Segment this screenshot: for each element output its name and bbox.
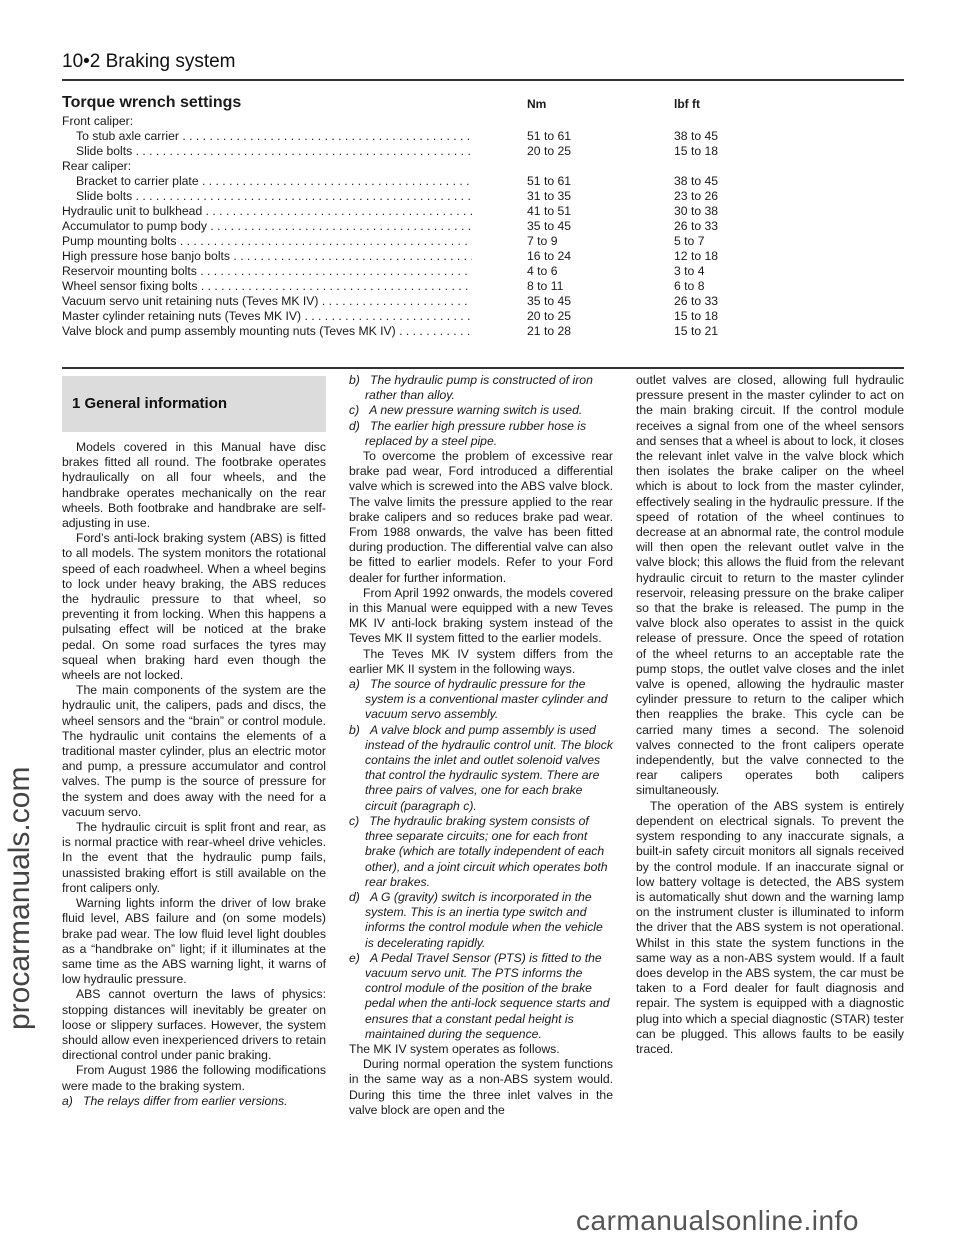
paragraph: From April 1992 onwards, the models covered in this Manual were equipped with a new Teves MK IV anti-lock braking system instead of the Teves MK II system fitted to the earlier models.: [349, 585, 613, 646]
table-row: Pump mounting bolts . . . 7 to 9 5 to 7: [62, 234, 904, 249]
table-row: Valve block and pump assembly mounting nuts (Teves MK IV) . . . 21 to 28 15 to 21: [62, 324, 904, 339]
paragraph: The operation of the ABS system is entirely dependent on electrical signals. To prevent the system responding to any inaccurate signals, a built-in safety circuit monitors all signals received by the control module. If an inaccurate signal or low battery voltage is detected, the ABS system is automatically shut down and the warning lamp on the instrument cluster is illuminated to inform the driver that the ABS system is not operational. Whilst in this state the system functions in the same way as a non-ABS system would. If a fault does develop in the ABS system, the car must be taken to a Ford dealer for fault diagnosis and repair. The system is equipped with a diagnostic plug into which a special diagnostic (STAR) tester can be plugged. This allows faults to be easily traced.: [636, 798, 904, 1056]
list-item: b) A valve block and pump assembly is used instead of the hydraulic control unit. The block contains the inlet and outlet solenoid valves that control the hydraulic system. There are three pairs of valves, one for each brake circuit (paragraph c).: [349, 722, 613, 813]
table-row: Accumulator to pump body . . . 35 to 45 26 to 33: [62, 219, 904, 234]
paragraph: The main components of the system are the hydraulic unit, the calipers, pads and discs, the wheel sensors and the “brain” or control module. The hydraulic unit contains the elements of a traditional master cylinder, plus an electric motor and pump, a pressure accumulator and control valves. The pump is the source of pressure for the system and does away with the need for a vacuum servo.: [62, 683, 326, 819]
list-item: d) A G (gravity) switch is incorporated in the system. This is an inertia type switch and informs the control module when the vehicle is decelerating rapidly.: [349, 889, 603, 950]
side-watermark: procarmanuals.com: [3, 766, 36, 1030]
list-item: b) The hydraulic pump is constructed of iron rather than alloy.: [349, 373, 593, 403]
list-item: a) The source of hydraulic pressure for the system is a conventional master cylinder and vacuum servo assembly.: [349, 677, 608, 722]
torque-title: Torque wrench settings: [62, 94, 242, 111]
column-lbft: lbf ft: [674, 97, 700, 111]
paragraph: outlet valves are closed, allowing full hydraulic pressure present in the master cylinder to act on the main braking circuit. If the control module receives a signal from one of the wheel sensors and senses that a wheel is about to lock, it closes the relevant inlet valve in the valve block which then isolates the brake caliper on the wheel which is about to lock from the master cylinder, effectively sealing in the hydraulic pressure. If the speed of rotation of the wheel continues to decrease at an abnormal rate, the control module will then open the relevant outlet valve in the valve block; this allows the fluid from the relevant hydraulic circuit to return to the master cylinder reservoir, releasing pressure on the brake caliper so that the brake is released. The pump in the valve block also operates to assist in the quick release of pressure. Once the speed of rotation of the wheel returns to an acceptable rate the pump stops, the outlet valve closes and the inlet valve is opened, allowing the hydraulic master cylinder pressure to return to the caliper which then reapplies the brake. This cycle can be carried many times a second. The solenoid valves connected to the front calipers operate independently, but the valve connected to the rear calipers operates both calipers simultaneously.: [636, 373, 904, 798]
list-item: a) The relays differ from earlier versions.: [62, 1093, 288, 1108]
table-row: Front caliper:: [62, 114, 134, 128]
footer-watermark: carmanualsonline.info: [576, 1205, 859, 1236]
table-row: Slide bolts . . . 31 to 35 23 to 26: [62, 189, 904, 204]
column-nm: Nm: [527, 97, 547, 111]
section-rule: [62, 367, 904, 369]
text-column-2: [349, 373, 613, 1118]
table-row: Hydraulic unit to bulkhead . . . 41 to 51 30 to 38: [62, 204, 904, 219]
section-title: 1 General information: [72, 395, 228, 412]
page-header: 10•2 Braking system: [62, 51, 236, 72]
paragraph: From August 1986 the following modifications were made to the braking system.: [62, 1063, 326, 1093]
paragraph: The MK IV system operates as follows.: [349, 1041, 560, 1056]
paragraph: Warning lights inform the driver of low brake fluid level, ABS failure and (on some models) brake pad wear. The low fluid level light doubles as a “handbrake on” light; if it illuminates at the same time as the ABS warning light, it warns of low hydraulic pressure.: [62, 896, 326, 987]
table-row: Rear caliper:: [62, 159, 132, 173]
list-item: e) A Pedal Travel Sensor (PTS) is fitted to the vacuum servo unit. The PTS informs the control module of the position of the brake pedal when the anti-lock sequence starts and ensures that a constant pedal height is maintained during the sequence.: [349, 950, 610, 1041]
paragraph: Ford’s anti-lock braking system (ABS) is fitted to all models. The system monitors the rotational speed of each roadwheel. When a wheel begins to lock under heavy braking, the ABS reduces the hydraulic pressure to that wheel, so preventing it from locking. When this happens a pulsating effect will be noticed at the brake pedal. On some road surfaces the tyres may squeal when braking hard even though the wheels are not locked.: [62, 531, 326, 683]
list-item: d) The earlier high pressure rubber hose is replaced by a steel pipe.: [349, 418, 587, 448]
table-row: Reservoir mounting bolts . . . 4 to 6 3 to 4: [62, 264, 904, 279]
text-column-1: [62, 440, 326, 1109]
paragraph: During normal operation the system functions in the same way as a non-ABS system would. During this time the three inlet valves in the valve block are open and the: [349, 1057, 613, 1117]
table-row: High pressure hose banjo bolts . . . 16 to 24 12 to 18: [62, 249, 904, 264]
table-row: Slide bolts . . . 20 to 25 15 to 18: [62, 144, 904, 159]
table-row: Master cylinder retaining nuts (Teves MK IV) . . . 20 to 25 15 to 18: [62, 309, 904, 324]
torque-table-header: [62, 94, 904, 114]
paragraph: To overcome the problem of excessive rear brake pad wear, Ford introduced a differential valve which is screwed into the ABS valve block. The valve limits the pressure applied to the rear brake calipers and so reduces brake pad wear. From 1988 onwards, the valve has been fitted during production. The differential valve can also be fitted to earlier models. Refer to your Ford dealer for further information.: [349, 449, 613, 585]
text-column-3: [636, 373, 904, 1057]
table-row: Vacuum servo unit retaining nuts (Teves MK IV) . . . 35 to 45 26 to 33: [62, 294, 904, 309]
paragraph: The Teves MK IV system differs from the earlier MK II system in the following ways.: [349, 646, 613, 676]
paragraph: Models covered in this Manual have disc brakes fitted all round. The footbrake operates hydraulically on all four wheels, and the handbrake operates mechanically on the rear wheels. Both footbrake and handbrake are self-adjusting in use.: [62, 440, 326, 531]
section-heading-box: [62, 376, 326, 432]
table-row: To stub axle carrier . . . 51 to 61 38 to 45: [62, 129, 904, 144]
table-row: Bracket to carrier plate . . . 51 to 61 38 to 45: [62, 174, 904, 189]
list-item: c) A new pressure warning switch is used.: [349, 403, 583, 418]
torque-table: [62, 94, 904, 339]
paragraph: The hydraulic circuit is split front and rear, as is normal practice with rear-wheel drive vehicles. In the event that the hydraulic pump fails, unassisted braking effort is still available on the front calipers only.: [62, 820, 326, 895]
list-item: c) The hydraulic braking system consists of three separate circuits; one for each front brake (which are totally independent of each other), and a joint circuit which operates both rear brakes.: [349, 813, 608, 889]
table-row: Wheel sensor fixing bolts . . . 8 to 11 6 to 8: [62, 279, 904, 294]
header-rule: [62, 79, 904, 81]
paragraph: ABS cannot overturn the laws of physics: stopping distances will inevitably be greater on loose or slippery surfaces. However, the system should allow even inexperienced drivers to retain directional control under panic braking.: [62, 987, 326, 1063]
